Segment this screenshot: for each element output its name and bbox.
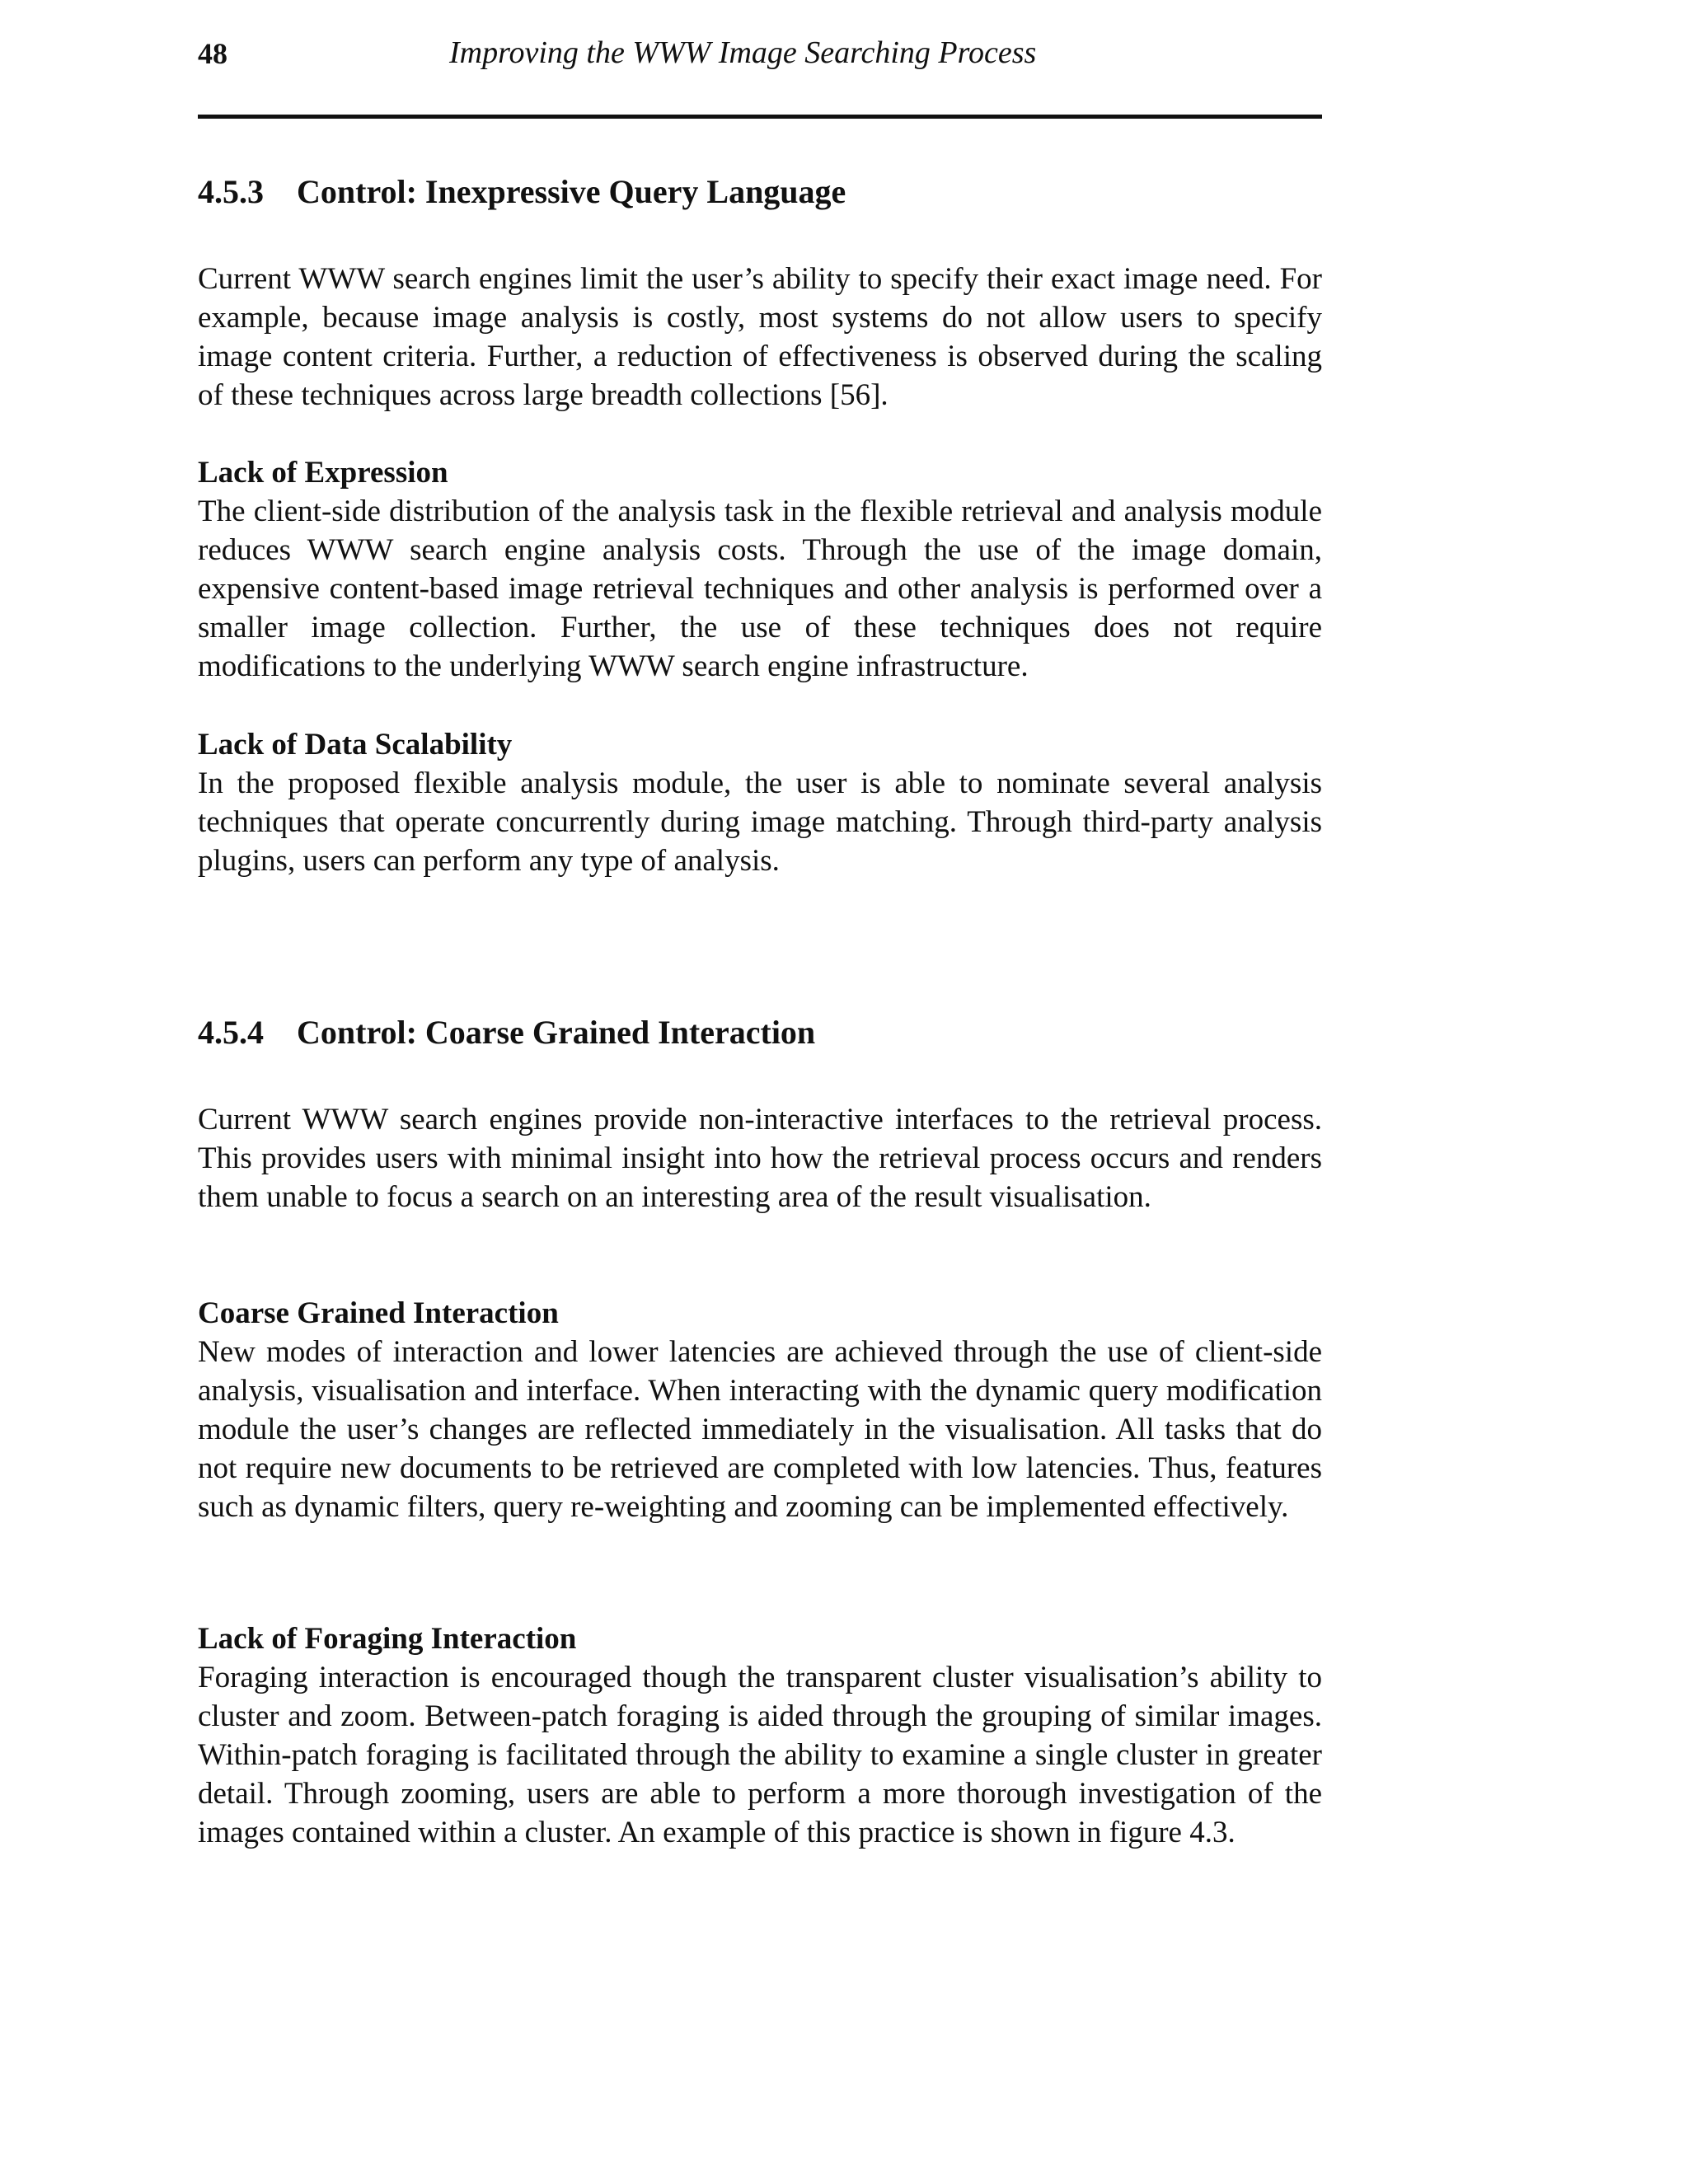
section-heading-4-5-4 [198,1012,1322,1053]
subsection-heading: Lack of Expression [198,456,448,490]
subsection-heading: Coarse Grained Interaction [198,1296,559,1330]
running-title: Improving the WWW Image Searching Process [449,35,1037,70]
section-number: 4.5.4 [198,1014,264,1051]
paragraph: In the proposed flexible analysis module, the user is able to nominate several analysis techniques that operate concurrently during image matching. Through third-party analysis plugins, users can perform any type of analysis. [198,766,1322,878]
section-intro-paragraph [198,1100,1322,1216]
header-rule [198,115,1322,119]
paragraph: New modes of interaction and lower latencies are achieved through the use of client-side analysis, visualisation and interface. When interacting with the dynamic query modification module the user’s changes are reflected immediately in the visualisation. All tasks that do not require new documents to be retrieved are completed with low latencies. Thus, features such as dynamic filters, query re-weighting and zooming can be implemented effectively. [198,1335,1322,1524]
section-heading-4-5-3 [198,171,1322,213]
paragraph: Current WWW search engines limit the user’s ability to specify their exact image need. For example, because image analysis is costly, most systems do not allow users to specify image content criteria. Further, a reduction of effectiveness is observed during the scaling of these techniques across large breadth collections [56]. [198,262,1322,412]
subsection-lack-of-foraging-interaction [198,1619,1322,1852]
paragraph: The client-side distribution of the analysis task in the flexible retrieval and analysis module reduces WWW search engine analysis costs. Through the use of the image domain, expensive content-based image retrieval techniques and other analysis is performed over a smaller image collection. Further, the use of these techniques does not require modifications to the underlying WWW search engine infrastructure. [198,494,1322,683]
subsection-coarse-grained-interaction [198,1294,1322,1526]
paragraph: Foraging interaction is encouraged though the transparent cluster visualisation’s ability to cluster and zoom. Between-patch foraging is aided through the grouping of similar images. Within-patch foraging is facilitated through the ability to examine a single cluster in greater detail. Through zooming, users are able to perform a more thorough investigation of the images contained within a cluster. An example of this practice is shown in figure 4.3. [198,1661,1322,1849]
page-number: 48 [198,37,227,70]
subsection-heading: Lack of Foraging Interaction [198,1622,577,1656]
subsection-lack-of-expression [198,453,1322,686]
section-intro-paragraph [198,260,1322,415]
subsection-lack-of-data-scalability [198,725,1322,880]
section-title: Control: Coarse Grained Interaction [297,1014,816,1051]
subsection-heading: Lack of Data Scalability [198,728,513,762]
paragraph: Current WWW search engines provide non-interactive interfaces to the retrieval process. This provides users with minimal insight into how the retrieval process occurs and renders them unable to focus a search on an interesting area of the result visualisation. [198,1103,1322,1214]
running-head [198,31,1322,81]
section-number: 4.5.3 [198,173,264,210]
section-title: Control: Inexpressive Query Language [297,173,846,210]
